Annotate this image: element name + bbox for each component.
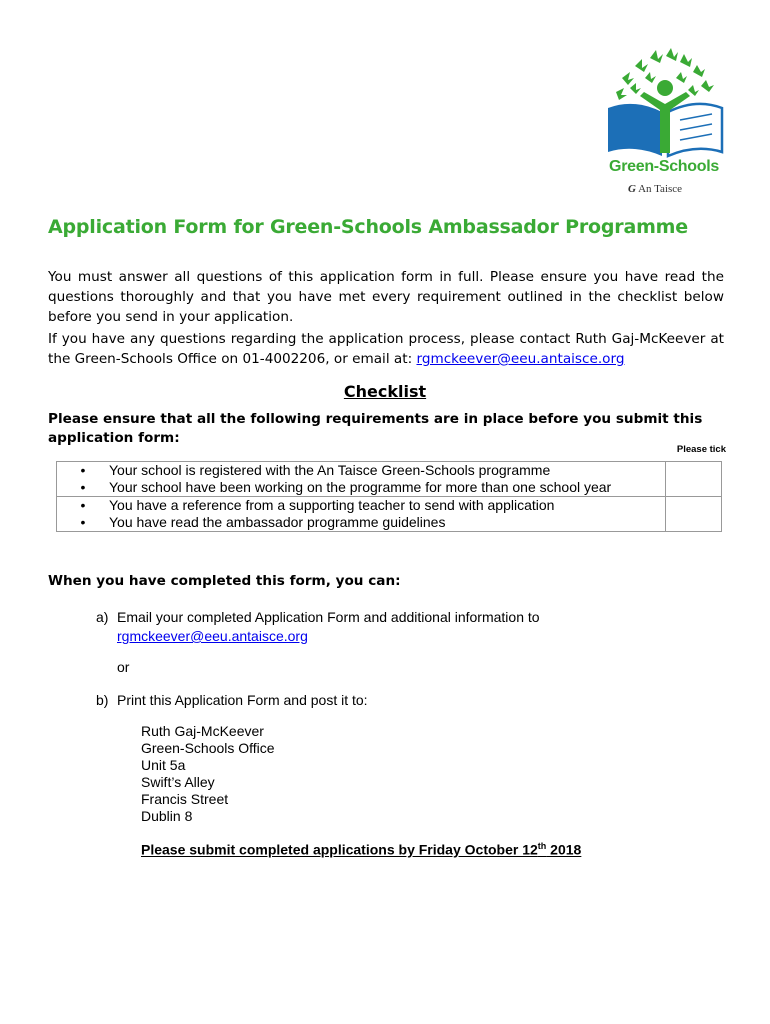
- submission-email-link[interactable]: rgmckeever@eeu.antaisce.org: [117, 628, 308, 644]
- list-item: • You have read the ambassador programme guidelines: [80, 514, 446, 530]
- an-taisce-mark-icon: G: [628, 183, 636, 195]
- checklist-heading: Checklist: [343, 382, 427, 401]
- option-a: a) Email your completed Application Form and additional information to rgmckeever@eeu.antaisce.org: [96, 609, 540, 644]
- submission-heading: When you have completed this form, you can:: [48, 573, 401, 589]
- or-text: or: [117, 659, 130, 675]
- checklist-items-cell: [57, 497, 666, 532]
- address-line: Dublin 8: [141, 808, 193, 824]
- address-line: Green-Schools Office: [141, 740, 275, 756]
- option-a-text: Email your completed Application Form and additional information to: [117, 609, 540, 625]
- logo-name: Green-Schools: [609, 158, 719, 175]
- list-item: • Your school is registered with the An Taisce Green-Schools programme: [80, 462, 551, 478]
- contact-email-link[interactable]: rgmckeever@eeu.antaisce.org: [416, 351, 625, 367]
- list-item: • You have a reference from a supporting teacher to send with application: [80, 497, 555, 513]
- postal-address: [141, 723, 275, 825]
- address-line: Unit 5a: [141, 757, 186, 773]
- page-title: Application Form for Green-Schools Ambassador Programme: [48, 216, 688, 238]
- address-line: Ruth Gaj-McKeever: [141, 723, 264, 739]
- address-line: Francis Street: [141, 791, 229, 807]
- option-b-text: Print this Application Form and post it to:: [117, 692, 368, 708]
- submission-deadline: Please submit completed applications by Friday October 12th 2018: [141, 841, 582, 858]
- tick-box[interactable]: [666, 462, 722, 497]
- option-b: b) Print this Application Form and post it to:: [96, 692, 368, 708]
- address-line: Swift’s Alley: [141, 774, 215, 790]
- tick-box[interactable]: [666, 497, 722, 532]
- checklist-items-cell: [57, 462, 666, 497]
- logo-subtitle: G An Taisce: [628, 183, 683, 195]
- checklist-table: [56, 461, 722, 532]
- list-item: • Your school have been working on the programme for more than one school year: [80, 479, 612, 495]
- contact-paragraph: [48, 329, 724, 369]
- checklist-requirement: Please ensure that all the following requirements are in place before you submit this application form:: [48, 411, 703, 446]
- contact-text: If you have any questions regarding the application process, please contact Ruth Gaj-McKeever at the Green-Schools Office on 01-4002206, or email at:: [48, 331, 724, 367]
- please-tick-label: Please tick: [676, 444, 726, 455]
- green-schools-logo: [600, 48, 730, 203]
- intro-paragraph: You must answer all questions of this application form in full. Please ensure you have read the questions thoroughly and that you have met every requirement outlined in the checklist below before you send in your application.: [48, 269, 724, 325]
